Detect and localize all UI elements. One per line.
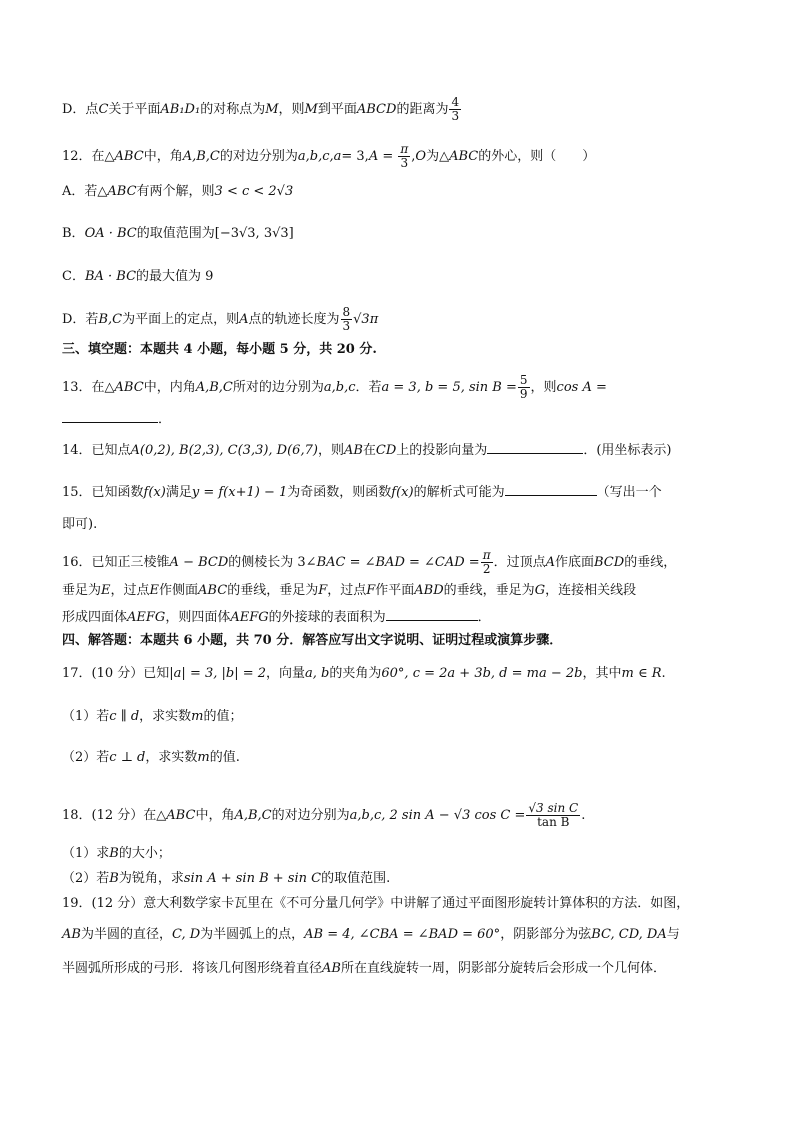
text: 的垂线，垂足为	[443, 583, 535, 598]
answer-blank[interactable]	[62, 410, 158, 423]
text: ，则	[278, 102, 305, 117]
option-label: A．若△	[62, 184, 108, 199]
math-var: B	[109, 871, 119, 886]
text: 的对边分别为	[219, 149, 298, 164]
section-solution-header: 四、解答题：本题共 6 小题，共 70 分．解答应写出文字说明、证明过程或演算步骤．	[62, 633, 563, 648]
math-expr: A(0,2), B(2,3), C(3,3), D(6,7)	[130, 443, 318, 458]
math-var: A	[239, 312, 249, 327]
math-var: AEFG	[127, 610, 166, 625]
q19-line1: 19．(12 分）意大利数学家卡瓦里在《不可分量几何学》中讲解了通过平面图形旋转计算体积的方法．如图，	[62, 896, 690, 911]
option-label: D．点	[62, 102, 99, 117]
text: = 3,	[341, 149, 369, 164]
math-var: BC, CD, DA	[591, 927, 667, 942]
text: ，阴影部分为弦	[500, 927, 592, 942]
math-var: B	[109, 846, 119, 861]
math-var: a,b,c,a	[297, 149, 342, 164]
numerator: π	[400, 142, 409, 156]
fraction	[518, 374, 530, 401]
text: ，则	[317, 443, 344, 458]
q12-option-a	[62, 183, 293, 201]
math-var: E	[149, 583, 160, 598]
math-expr: 3 < c < 2√3	[214, 184, 294, 199]
math-expr: [−3√3, 3√3]	[214, 226, 294, 241]
q12-option-c	[62, 268, 213, 286]
math-var: AEFG	[230, 610, 269, 625]
numerator: √3 sin C	[528, 801, 579, 815]
section-fill-in-header: 三、填空题：本题共 4 小题，每小题 5 分，共 20 分.	[62, 342, 377, 357]
numerator: 8	[342, 305, 351, 319]
q17-part1	[62, 708, 243, 726]
text: ．过顶点	[493, 555, 546, 570]
math-var: A	[368, 149, 379, 164]
text: 14．已知点	[62, 443, 131, 458]
text: 的解析式可能为	[413, 485, 505, 500]
math-var: E	[101, 583, 111, 598]
text: 的外接球的表面积为	[268, 610, 386, 625]
fraction	[481, 549, 493, 576]
q18-part1	[62, 845, 171, 863]
text: 16．已知正三棱锥	[62, 555, 170, 570]
text: 中，角	[143, 149, 183, 164]
text: 的取值范围.	[321, 871, 391, 886]
text: 的垂线，	[624, 555, 677, 570]
math-expr: cos A =	[556, 380, 607, 395]
math-var: A	[545, 555, 555, 570]
denominator: 3	[342, 319, 351, 333]
fraction	[526, 802, 580, 829]
math-var: ABC	[107, 184, 137, 199]
math-vector: a, b	[305, 666, 330, 681]
text: ．(用坐标表示)	[583, 443, 672, 458]
text: （1）求	[62, 846, 110, 861]
text: 的外心，则（ ）	[478, 149, 596, 164]
text: 半圆弧所形成的弓形．将该几何图形绕着直径	[62, 961, 323, 976]
text: 的距离为	[396, 102, 449, 117]
text: 在	[362, 443, 376, 458]
math-vector: CD	[375, 443, 397, 458]
answer-blank[interactable]	[487, 441, 583, 454]
text: 与	[666, 927, 680, 942]
math-var: AB₁D₁	[160, 102, 201, 117]
q13-answer-line	[62, 410, 171, 429]
text: 为△	[426, 149, 450, 164]
text: （1）若	[62, 709, 110, 724]
text: ,	[411, 149, 416, 164]
math-expr: ∠BAC = ∠BAD = ∠CAD =	[305, 555, 480, 570]
text: 为锐角，求	[118, 871, 184, 886]
denominator: 3	[400, 156, 409, 170]
text: 作底面	[555, 555, 595, 570]
q13-stem	[62, 374, 607, 401]
math-var: M	[304, 102, 318, 117]
q15-stem	[62, 483, 662, 502]
math-var: BCD	[594, 555, 625, 570]
text: 为奇函数，则函数	[287, 485, 392, 500]
q15-line2: 即可).	[62, 517, 98, 532]
text: ，过点	[110, 583, 150, 598]
text: ，求实数	[139, 709, 192, 724]
math-vector: OA · BC	[84, 226, 137, 241]
q16-line1	[62, 549, 676, 576]
math-var: a,b,c	[323, 380, 356, 395]
text: 的大小；	[118, 846, 171, 861]
math-var: C, D	[171, 927, 201, 942]
text: ，过点	[327, 583, 367, 598]
text: ，其中	[582, 666, 622, 681]
q19-line2	[62, 926, 680, 944]
text: 的夹角为	[329, 666, 382, 681]
q17-part2	[62, 749, 240, 767]
math-var: M	[265, 102, 279, 117]
text: ，求实数	[145, 750, 198, 765]
math-expr: |a| = 3, |b| = 2	[169, 666, 267, 681]
math-expr: sin A + sin B + sin C	[183, 871, 322, 886]
text: ，则	[530, 380, 557, 395]
text: 上的投影向量为	[396, 443, 488, 458]
text: 作侧面	[159, 583, 199, 598]
math-expr: c ⊥ d	[109, 750, 146, 765]
option-label: D．若	[62, 312, 99, 327]
math-expr: AB = 4, ∠CBA = ∠BAD = 60°	[304, 927, 501, 942]
math-var: ABD	[414, 583, 444, 598]
math-expr: c ∥ d	[109, 709, 140, 724]
math-var: ABC	[114, 149, 144, 164]
math-var: AB	[322, 961, 341, 976]
numerator: 4	[451, 95, 460, 109]
fraction	[398, 143, 410, 170]
q12-option-b	[62, 225, 294, 243]
text: 满足	[165, 485, 192, 500]
text: 的取值范围为	[136, 226, 215, 241]
text: 为半圆弧上的点，	[200, 927, 305, 942]
math-var: G	[534, 583, 546, 598]
answer-blank[interactable]	[386, 608, 478, 621]
option-label: B．	[62, 226, 85, 241]
text: 点的轨迹长度为	[248, 312, 340, 327]
text: 13．在△	[62, 380, 115, 395]
math-var: A,B,C	[195, 380, 233, 395]
text: ．若	[355, 380, 382, 395]
math-var: m	[197, 750, 210, 765]
text: 作平面	[375, 583, 415, 598]
math-var: ABC	[166, 808, 196, 823]
denominator: tan B	[537, 815, 570, 829]
denominator: 2	[482, 562, 491, 576]
q18-stem	[62, 802, 585, 829]
math-var: ABC	[114, 380, 144, 395]
text: ，则四面体	[165, 610, 231, 625]
text: ，连接相关线段	[545, 583, 637, 598]
math-var: F	[366, 583, 376, 598]
text: 有两个解，则	[136, 184, 215, 199]
text: 所对的边分别为	[232, 380, 324, 395]
math-expr: 60°, c = 2a + 3b, d = ma − 2b	[381, 666, 583, 681]
math-var: m	[191, 709, 204, 724]
q12-stem	[62, 143, 595, 170]
text: 中，角	[195, 808, 235, 823]
math-expr: m ∈ R	[621, 666, 662, 681]
math-var: A,B,C	[182, 149, 220, 164]
text: 垂足为	[62, 583, 102, 598]
q19-line3	[62, 960, 666, 978]
math-var: AB	[62, 927, 81, 942]
text: 18．(12 分）在△	[62, 808, 167, 823]
q16-line3	[62, 608, 491, 627]
math-vector: BA · BC	[84, 269, 137, 284]
fraction	[341, 306, 353, 333]
text: 17．(10 分）已知	[62, 666, 170, 681]
text: 15．已知函数	[62, 485, 144, 500]
numerator: 5	[519, 373, 528, 387]
math-var: A,B,C	[234, 808, 272, 823]
fraction	[449, 96, 461, 123]
text: （写出一个	[596, 485, 662, 500]
math-var: F	[318, 583, 328, 598]
math-expr: a,b,c, 2 sin A − √3 cos C =	[349, 808, 526, 823]
math-expr: f(x)	[143, 485, 166, 500]
text: ．	[158, 412, 172, 427]
text: ．	[477, 610, 491, 625]
math-var: ABC	[449, 149, 479, 164]
math-expr: a = 3, b = 5, sin B =	[381, 380, 517, 395]
math-var: A − BCD	[169, 555, 229, 570]
text: （2）若	[62, 871, 110, 886]
numerator: π	[482, 548, 491, 562]
denominator: 3	[451, 109, 460, 123]
text: 的对称点为	[200, 102, 266, 117]
q11-option-d	[62, 96, 462, 123]
text: 所在直线旋转一周，阴影部分旋转后会形成一个几何体．	[340, 961, 666, 976]
math-var: C	[98, 102, 109, 117]
math-var: ABC	[198, 583, 228, 598]
text: 到平面	[317, 102, 357, 117]
q16-line2	[62, 582, 636, 600]
denominator: 9	[519, 387, 528, 401]
text: （2）若	[62, 750, 110, 765]
text: 形成四面体	[62, 610, 128, 625]
text: 关于平面	[108, 102, 161, 117]
q18-part2	[62, 870, 390, 888]
q17-stem	[62, 665, 666, 683]
text: 为半圆的直径，	[80, 927, 172, 942]
math-expr: f(x)	[391, 485, 414, 500]
text: 的侧棱长为 3	[228, 555, 306, 570]
math-var: ABCD	[356, 102, 397, 117]
text: 的值；	[203, 709, 243, 724]
text: 的最大值为 9	[136, 269, 214, 284]
text: 的垂线，垂足为	[227, 583, 319, 598]
math-expr: √3π	[353, 312, 379, 327]
text: ，向量	[266, 666, 306, 681]
q14-stem	[62, 441, 671, 460]
text: =	[378, 149, 398, 164]
text: 的对边分别为	[271, 808, 350, 823]
text: .	[661, 666, 666, 681]
text: 中，内角	[143, 380, 196, 395]
math-var: O	[415, 149, 427, 164]
math-vector: AB	[343, 443, 363, 458]
math-var: B,C	[98, 312, 123, 327]
text: .	[581, 808, 586, 823]
option-label: C．	[62, 269, 85, 284]
q12-option-d	[62, 306, 378, 333]
text: 的值.	[209, 750, 240, 765]
answer-blank[interactable]	[505, 483, 597, 496]
math-expr: y = f(x+1) − 1	[191, 485, 288, 500]
text: 为平面上的定点，则	[122, 312, 240, 327]
text: 12．在△	[62, 149, 115, 164]
